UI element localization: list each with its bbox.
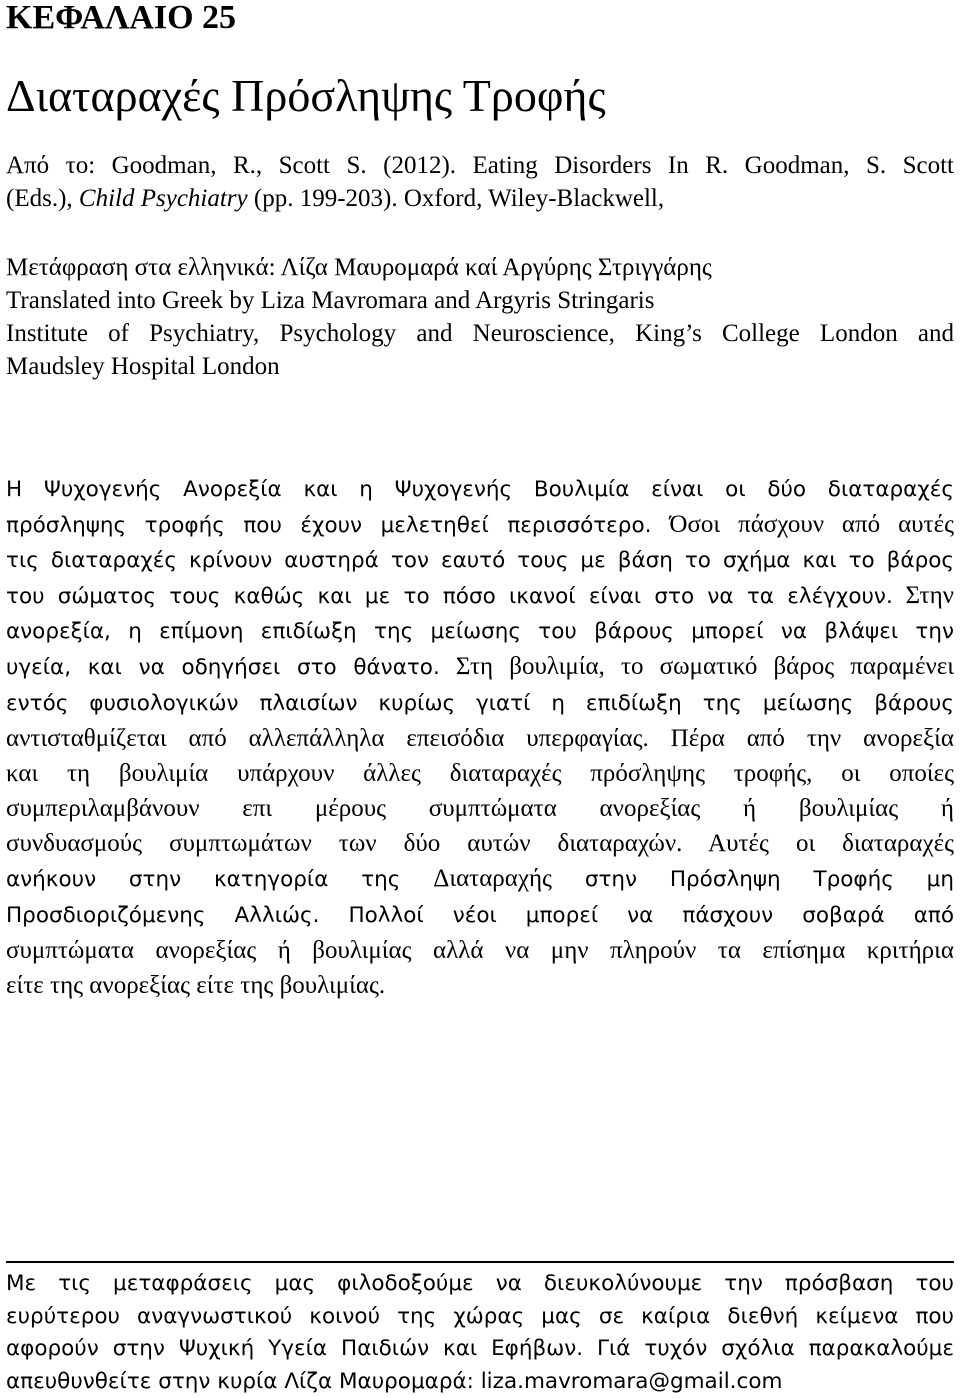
institution-line-1: Institute of Psychiatry, Psychology and Neuroscience, King’s College London and (6, 320, 954, 347)
body-line: πρόσληψης τροφής που έχουν μελετηθεί περισσότερο. Όσοι πάσχουν από αυτές (6, 511, 954, 539)
body-line: συμπτώματα ανορεξίας ή βουλιμίας αλλά να μην πληρούν τα επίσημα κριτήρια (6, 937, 954, 965)
footer-line: ευρύτερου αναγνωστικού κοινού της χώρας μας σε καίρια διεθνή κείμενα που (6, 1303, 954, 1329)
chapter-title: Διαταραχές Πρόσληψης Τροφής (6, 70, 606, 121)
body-line: είτε της ανορεξίας είτε της βουλιμίας. (6, 972, 386, 1000)
body-line: και τη βουλιμία υπάρχουν άλλες διαταραχές πρόσληψης τροφής, οι οποίες (6, 759, 954, 787)
source-citation-text: (pp. 199-203). Oxford, Wiley-Blackwell, (247, 185, 665, 212)
body-paragraph (6, 472, 954, 1003)
body-line: Προσδιοριζόμενης Αλλιώς. Πολλοί νέοι μπορεί να πάσχουν σοβαρά από (6, 903, 954, 929)
body-line: ανορεξία, η επίμονη επιδίωξη της μείωσης του βάρους μπορεί να βλάψει την (6, 619, 954, 645)
footer-line: Με τις μεταφράσεις μας φιλοδοξούμε να διευκολύνουμε την πρόσβαση του (6, 1271, 954, 1296)
footer-line: απευθυνθείτε στην κυρία Λίζα Μαυρομαρά: liza.mavromara@gmail.com (6, 1368, 783, 1394)
footer-line: αφορούν στην Ψυχική Υγεία Παιδιών και Εφήβων. Γιά τυχόν σχόλια παρακαλούμε (6, 1336, 954, 1362)
footer-divider (6, 1261, 954, 1263)
source-book-title: Child Psychiatry (78, 185, 248, 212)
body-line: συμπεριλαμβάνουν επι μέρους συμπτώματα ανορεξίας ή βουλιμίας ή (6, 794, 954, 822)
body-line: εντός φυσιολογικών πλαισίων κυρίως γιατί η επιδίωξη της μείωσης βάρους (6, 690, 954, 716)
body-line: ανήκουν στην κατηγορία της Διαταραχής στην Πρόσληψη Τροφής μη (6, 865, 954, 893)
body-line: αντισταθμίζεται από αλλεπάλληλα επεισόδια υπερφαγίας. Πέρα από την ανορεξία (6, 724, 954, 752)
body-line: Η Ψυχογενής Ανορεξία και η Ψυχογενής Βουλιμία είναι οι δύο διαταραχές (6, 477, 954, 502)
source-citation-line-2 (6, 183, 954, 215)
footer-note (6, 1268, 954, 1398)
translators-english: Translated into Greek by Liza Mavromara and Argyris Stringaris (6, 287, 655, 314)
source-citation-line-1: Από το: Goodman, R., Scott S. (2012). Eating Disorders In R. Goodman, S. Scott (6, 152, 954, 179)
institution-line-2: Maudsley Hospital London (6, 353, 280, 380)
body-line: συνδυασμούς συμπτωμάτων των δύο αυτών διαταραχών. Αυτές οι διαταραχές (6, 829, 954, 857)
translators-greek: Μετάφραση στα ελληνικά: Λίζα Μαυρομαρά καί Αργύρης Στριγγάρης (6, 254, 712, 281)
source-citation-text: (Eds.), (6, 185, 79, 212)
body-line: υγεία, και να οδηγήσει στο θάνατο. Στη βουλιμία, το σωματικό βάρος παραμένει (6, 653, 954, 681)
chapter-heading: ΚΕΦΑΛΑΙΟ 25 (6, 0, 237, 36)
body-line: του σώματος τους καθώς και με το πόσο ικανοί είναι στο να τα ελέγχουν. Στην (6, 582, 954, 610)
body-line: τις διαταραχές κρίνουν αυστηρά τον εαυτό τους με βάση το σχήμα και το βάρος (6, 548, 954, 574)
